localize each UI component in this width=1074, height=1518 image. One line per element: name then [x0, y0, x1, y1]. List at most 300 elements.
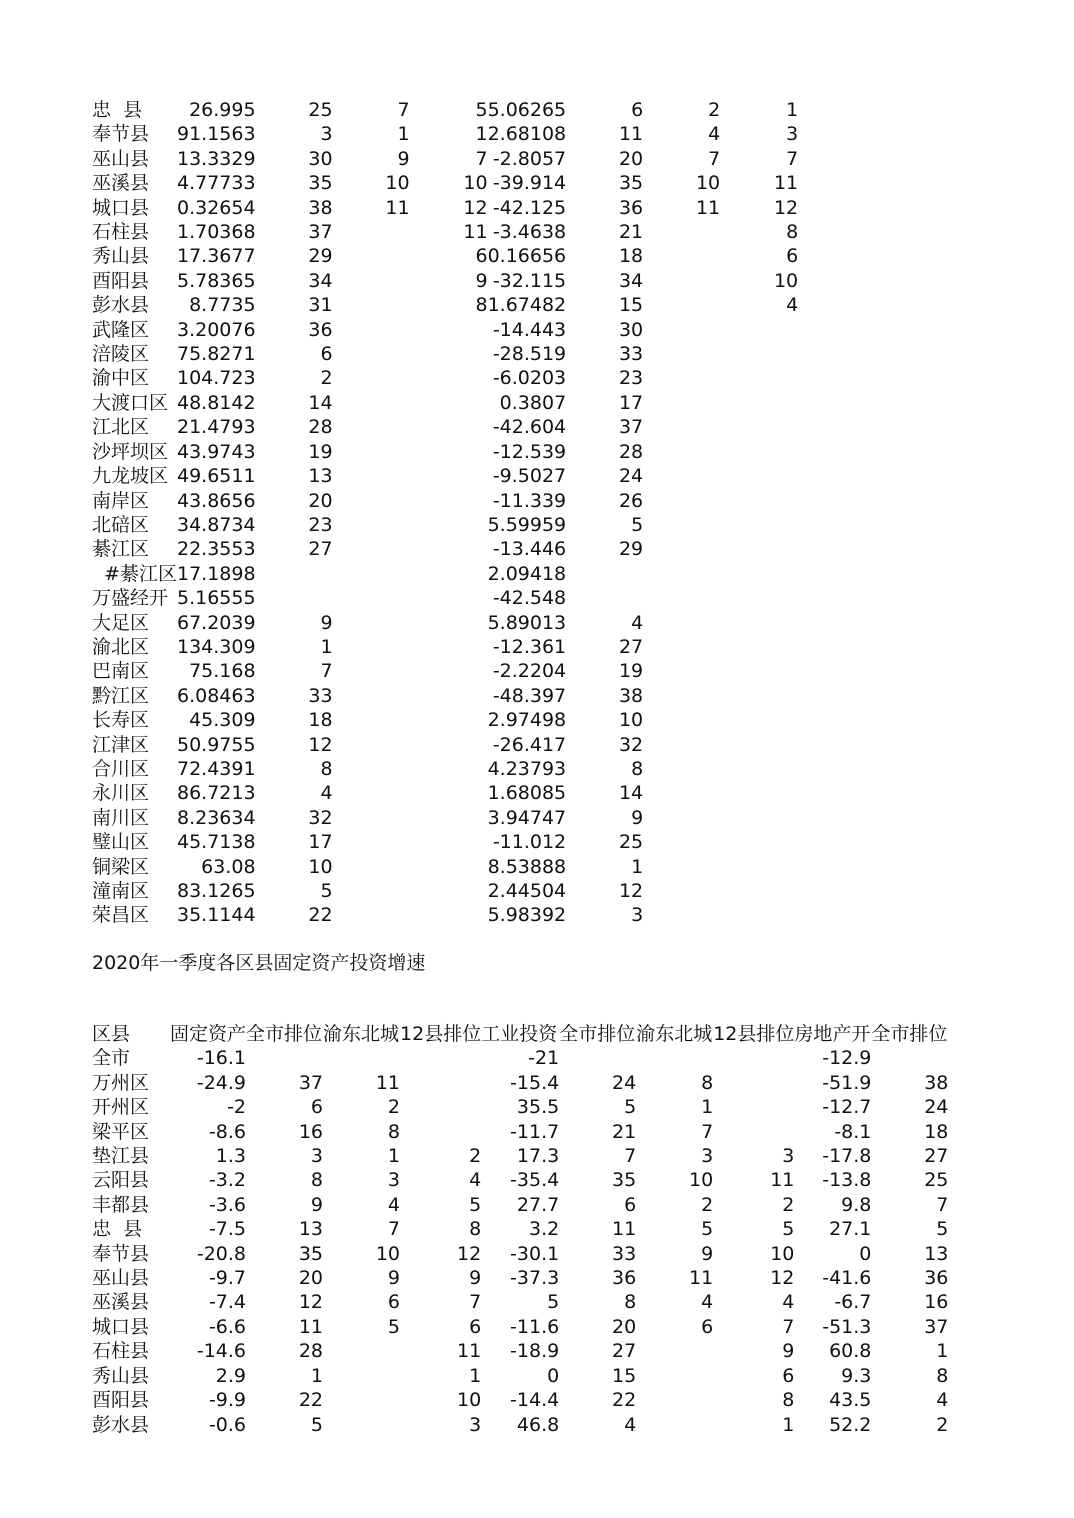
- value-cell: 12: [770, 1267, 795, 1290]
- value-cell: 38: [924, 1071, 949, 1094]
- value-cell: [333, 562, 410, 586]
- value-cell: 23: [618, 367, 644, 390]
- table-row: [92, 1413, 948, 1437]
- value-cell: 33: [618, 343, 644, 366]
- value-cell: [643, 318, 720, 342]
- district-name-cell: 酉阳县: [92, 1389, 150, 1412]
- value-cell: -41.6: [822, 1267, 872, 1290]
- table-row: [92, 342, 798, 366]
- value-cell: 17: [618, 391, 644, 414]
- value-cell: [643, 684, 720, 708]
- district-name-cell: 彭水县: [92, 1413, 150, 1436]
- value-cell: -18.9: [510, 1340, 560, 1363]
- value-cell: [333, 489, 410, 513]
- district-name-cell: 渝北区: [92, 635, 150, 658]
- value-cell: 2.68108: [487, 123, 567, 146]
- value-cell: 6: [310, 1096, 324, 1119]
- value-cell: [410, 781, 488, 805]
- value-cell: 5.78365: [177, 269, 256, 292]
- value-cell: 11: [457, 1340, 482, 1363]
- value-cell: 27: [618, 635, 644, 658]
- column-header: 区县: [92, 1023, 131, 1045]
- value-cell: 86.7213: [177, 782, 256, 805]
- value-cell: -13.8: [822, 1169, 872, 1192]
- value-cell: 2.09418: [487, 562, 567, 585]
- value-cell: [333, 855, 410, 879]
- value-cell: 1: [786, 99, 799, 121]
- table-row: [92, 1242, 948, 1266]
- value-cell: 2.44504: [487, 880, 567, 902]
- value-cell: [559, 1046, 636, 1070]
- value-cell: [323, 1046, 400, 1070]
- district-name-cell: 酉阳县: [92, 269, 150, 292]
- value-cell: 23: [308, 513, 333, 536]
- value-cell: 1.3: [215, 1145, 247, 1168]
- value-cell: 36: [308, 318, 333, 341]
- value-cell: [333, 537, 410, 561]
- value-cell: [643, 733, 720, 757]
- value-cell: 2: [320, 367, 333, 390]
- value-cell: 45.7138: [177, 831, 256, 854]
- value-cell: 18: [924, 1120, 949, 1143]
- district-name-cell: 铜梁区: [92, 855, 150, 878]
- value-cell: 3: [631, 904, 644, 927]
- value-cell: -6.7: [834, 1291, 872, 1314]
- value-cell: 8: [701, 1071, 714, 1094]
- value-cell: 3.94747: [487, 806, 567, 829]
- value-cell: 4: [631, 611, 644, 634]
- value-cell: 35: [618, 172, 644, 195]
- district-name-cell: 城口县: [92, 1315, 150, 1338]
- value-cell: [720, 391, 798, 415]
- value-cell: 3: [786, 123, 799, 146]
- value-cell: -12.9: [822, 1047, 872, 1070]
- value-cell: -13.446: [492, 538, 567, 561]
- value-cell: [410, 903, 488, 927]
- district-name-cell: 大渡口区: [92, 391, 169, 414]
- table-row: [92, 903, 798, 927]
- value-cell: [400, 1071, 481, 1095]
- district-name-cell: 奉节县: [92, 1242, 150, 1265]
- value-cell: [643, 269, 720, 293]
- value-cell: [333, 513, 410, 537]
- value-cell: 13: [924, 1242, 949, 1265]
- table-row: [92, 830, 798, 854]
- table-row: [92, 879, 798, 903]
- value-cell: 6: [624, 1193, 637, 1216]
- district-name-cell: 南岸区: [92, 489, 150, 512]
- value-cell: [643, 708, 720, 732]
- value-cell: 16: [924, 1291, 949, 1314]
- value-cell: 6.08463: [177, 684, 256, 707]
- district-name-cell: 黔江区: [92, 684, 150, 707]
- table-row: [92, 98, 798, 122]
- value-cell: [643, 781, 720, 805]
- value-cell: -11.339: [492, 489, 567, 512]
- value-cell: 27.1: [829, 1218, 872, 1241]
- value-cell: [720, 586, 798, 610]
- value-cell: [333, 781, 410, 805]
- value-cell: 28: [618, 440, 644, 463]
- table-row: [92, 171, 798, 195]
- value-cell: 6: [387, 1291, 401, 1314]
- value-cell: [643, 537, 720, 561]
- value-cell: 8: [782, 1389, 795, 1412]
- table-row: [92, 1046, 948, 1070]
- value-cell: 18: [308, 709, 333, 732]
- table-row: [92, 196, 798, 220]
- value-cell: -30.1: [510, 1242, 560, 1265]
- value-cell: [410, 537, 488, 561]
- value-cell: [410, 635, 488, 659]
- table-row: [92, 244, 798, 268]
- value-cell: 11: [773, 172, 799, 195]
- value-cell: 18: [618, 245, 644, 268]
- value-cell: [333, 220, 410, 244]
- value-cell: 46.8: [516, 1413, 560, 1436]
- value-cell: [333, 611, 410, 635]
- value-cell: 67.2039: [177, 611, 256, 634]
- value-cell: 8.7735: [189, 294, 256, 317]
- value-cell: 35.1144: [177, 904, 256, 927]
- value-cell: [720, 903, 798, 927]
- district-name-cell: 万盛经开: [92, 587, 169, 610]
- table-row: [92, 806, 798, 830]
- value-cell: [643, 489, 720, 513]
- value-cell: 5: [624, 1096, 637, 1119]
- value-cell: [720, 318, 798, 342]
- value-cell: [333, 586, 410, 610]
- district-name-cell: 大足区: [92, 611, 150, 634]
- district-name-cell: 武隆区: [92, 318, 150, 341]
- value-cell: -6.0203: [492, 367, 567, 390]
- value-cell: 12: [773, 196, 799, 219]
- table-row: [92, 513, 798, 537]
- value-cell: 8: [786, 221, 799, 244]
- value-cell: [720, 684, 798, 708]
- value-cell: 3: [320, 123, 333, 146]
- value-cell: [643, 415, 720, 439]
- value-cell: 2.9: [215, 1364, 247, 1387]
- value-cell: [333, 415, 410, 439]
- value-cell: 8: [320, 757, 333, 780]
- value-cell: -12.361: [492, 635, 567, 658]
- value-cell: [410, 342, 488, 366]
- value-cell: -6.6: [208, 1315, 247, 1338]
- value-cell: 5.89013: [487, 611, 567, 634]
- district-name-cell: 江津区: [92, 733, 150, 756]
- value-cell: 7: [397, 99, 410, 121]
- value-cell: -51.9: [822, 1071, 872, 1094]
- value-cell: [643, 342, 720, 366]
- value-cell: 4: [624, 1413, 637, 1436]
- district-name-cell: 永川区: [92, 782, 150, 805]
- value-cell: [333, 269, 410, 293]
- value-cell: [410, 611, 488, 635]
- value-cell: 24: [618, 465, 644, 488]
- value-cell: 2: [701, 1193, 714, 1216]
- district-name-cell: 綦江区: [92, 538, 150, 561]
- value-cell: 25: [924, 1169, 949, 1192]
- value-cell: -51.3: [822, 1315, 872, 1338]
- table-row: [92, 562, 798, 586]
- value-cell: 8: [387, 1120, 401, 1143]
- value-cell: [333, 440, 410, 464]
- value-cell: 33: [308, 684, 333, 707]
- district-name-cell: 忠 县: [92, 1218, 143, 1241]
- value-cell: [410, 830, 488, 854]
- value-cell: 22.3553: [177, 538, 256, 561]
- value-cell: 4: [469, 1169, 482, 1192]
- value-cell: [333, 293, 410, 317]
- value-cell: [400, 1046, 481, 1070]
- value-cell: [636, 1364, 713, 1388]
- value-cell: 10: [385, 172, 410, 195]
- value-cell: -26.417: [492, 733, 567, 756]
- value-cell: 13.3329: [177, 147, 256, 170]
- table-row: [92, 757, 798, 781]
- value-cell: 3: [469, 1413, 482, 1436]
- value-cell: -42.604: [492, 416, 567, 439]
- value-cell: 75.8271: [177, 343, 256, 366]
- district-name-cell: 巫山县: [92, 147, 150, 170]
- value-cell: 52.2: [829, 1413, 872, 1436]
- value-cell: 34: [308, 269, 333, 292]
- district-name-cell: 秀山县: [92, 245, 150, 268]
- value-cell: [636, 1339, 713, 1363]
- value-cell: 72.4391: [177, 757, 256, 780]
- value-cell: 12: [457, 1242, 482, 1265]
- value-cell: 11: [695, 196, 721, 219]
- district-name-cell: #綦江区: [92, 562, 177, 585]
- value-cell: [720, 366, 798, 390]
- value-cell: 7: [786, 147, 799, 170]
- value-cell: 83.1265: [177, 880, 256, 902]
- value-cell: 27: [308, 538, 333, 561]
- value-cell: 7: [387, 1218, 401, 1241]
- value-cell: 20: [612, 1315, 637, 1338]
- value-cell: [720, 537, 798, 561]
- table-row: [92, 147, 798, 171]
- value-cell: [333, 757, 410, 781]
- table-row: [92, 855, 798, 879]
- value-cell: [333, 635, 410, 659]
- table-row: [92, 611, 798, 635]
- value-cell: 38: [308, 196, 333, 219]
- value-cell: [720, 830, 798, 854]
- value-cell: -9.5027: [492, 465, 567, 488]
- value-cell: [871, 1046, 948, 1070]
- value-cell: [333, 244, 410, 268]
- district-name-cell: 北碚区: [92, 513, 150, 536]
- value-cell: 3: [387, 1169, 401, 1192]
- value-cell: [410, 757, 488, 781]
- value-cell: [256, 562, 333, 586]
- value-cell: [256, 586, 333, 610]
- column-header: 12县排位: [713, 1023, 795, 1045]
- value-cell: [643, 220, 720, 244]
- value-cell: 4.77733: [177, 172, 256, 195]
- value-cell: 22: [298, 1389, 324, 1412]
- table-row: [92, 1364, 948, 1388]
- table-row: [92, 318, 798, 342]
- value-cell: 5: [310, 1413, 324, 1436]
- value-cell: -35.4: [510, 1169, 560, 1192]
- value-cell: 4: [701, 1291, 714, 1314]
- value-cell: 35: [298, 1242, 324, 1265]
- district-data-table-top: [92, 98, 798, 928]
- value-cell: 48.8142: [177, 391, 256, 414]
- value-cell: 5: [701, 1218, 714, 1241]
- value-cell: 36: [618, 196, 644, 219]
- value-cell: 37: [298, 1071, 324, 1094]
- value-cell: -14.6: [196, 1340, 247, 1363]
- value-cell: [410, 684, 488, 708]
- value-cell: 9: [631, 806, 644, 829]
- value-cell: 60.8: [829, 1340, 872, 1363]
- table-row: [92, 537, 798, 561]
- district-name-cell: 沙坪坝区: [92, 440, 169, 463]
- table-row: [92, 1266, 948, 1290]
- value-cell: 9: [701, 1242, 714, 1265]
- value-cell: [333, 708, 410, 732]
- value-cell: -17.8: [822, 1145, 872, 1168]
- district-name-cell: 南川区: [92, 806, 150, 829]
- table-row: [92, 1168, 948, 1192]
- value-cell: 10: [308, 855, 333, 878]
- value-cell: -16.1: [196, 1047, 247, 1070]
- value-cell: 1: [310, 1364, 324, 1387]
- value-cell: 15: [612, 1364, 637, 1387]
- value-cell: 11: [689, 1267, 714, 1290]
- value-cell: 6: [631, 99, 644, 121]
- value-cell: 25: [308, 99, 333, 121]
- value-cell: 12: [463, 196, 488, 219]
- district-name-cell: 云阳县: [92, 1169, 150, 1192]
- value-cell: [720, 513, 798, 537]
- table-row: [92, 684, 798, 708]
- value-cell: 4: [708, 123, 721, 146]
- value-cell: [720, 415, 798, 439]
- value-cell: 11: [385, 196, 410, 219]
- value-cell: -39.914: [492, 172, 567, 195]
- district-name-cell: 涪陵区: [92, 343, 150, 366]
- value-cell: 6: [786, 245, 799, 268]
- value-cell: -8.1: [834, 1120, 872, 1143]
- value-cell: [333, 318, 410, 342]
- value-cell: 2: [936, 1413, 949, 1436]
- district-name-cell: 巫山县: [92, 1267, 150, 1290]
- value-cell: [643, 440, 720, 464]
- value-cell: 7: [624, 1145, 637, 1168]
- table-row: [92, 1388, 948, 1412]
- value-cell: 6: [469, 1315, 482, 1338]
- column-header: 固定资产: [170, 1023, 247, 1045]
- value-cell: -42.548: [492, 587, 567, 610]
- value-cell: [643, 513, 720, 537]
- value-cell: 5: [782, 1218, 795, 1241]
- column-header: 工业投资: [481, 1023, 558, 1045]
- table-row: [92, 733, 798, 757]
- value-cell: 3.20076: [177, 318, 256, 341]
- value-cell: 28: [298, 1340, 324, 1363]
- value-cell: [333, 684, 410, 708]
- value-cell: 4.23793: [487, 757, 567, 780]
- district-name-cell: 璧山区: [92, 831, 150, 854]
- value-cell: [333, 733, 410, 757]
- column-header: 全市排位: [871, 1023, 948, 1045]
- value-cell: 4: [936, 1389, 949, 1412]
- value-cell: [400, 1095, 481, 1119]
- table-row: [92, 1315, 948, 1339]
- value-cell: 19: [618, 660, 644, 683]
- column-header: 12县排位: [400, 1023, 482, 1045]
- value-cell: 29: [618, 538, 644, 561]
- value-cell: -0.6: [208, 1413, 247, 1436]
- value-cell: 10: [618, 709, 644, 732]
- value-cell: -3.4638: [492, 221, 567, 244]
- value-cell: [566, 562, 643, 586]
- value-cell: 5.59959: [487, 513, 567, 536]
- table-row: [92, 122, 798, 146]
- value-cell: 14: [618, 782, 644, 805]
- value-cell: 8.23634: [177, 806, 256, 829]
- value-cell: 24: [924, 1096, 949, 1119]
- column-header: 全市排位: [246, 1023, 323, 1045]
- district-name-cell: 垫江县: [92, 1145, 150, 1168]
- value-cell: -2.2204: [492, 660, 567, 683]
- value-cell: 0: [859, 1242, 872, 1265]
- value-cell: 63.08: [201, 855, 256, 878]
- value-cell: 7: [320, 660, 333, 683]
- value-cell: [643, 464, 720, 488]
- value-cell: 7: [708, 147, 721, 170]
- value-cell: 7: [782, 1315, 795, 1338]
- value-cell: 8.53888: [487, 855, 567, 878]
- value-cell: -8.6: [208, 1120, 247, 1143]
- value-cell: 1: [782, 1413, 795, 1436]
- table-row: [92, 366, 798, 390]
- table-row: [92, 1217, 948, 1241]
- value-cell: 11: [375, 1071, 401, 1094]
- table-row: [92, 708, 798, 732]
- value-cell: -2.8057: [492, 147, 567, 170]
- value-cell: [410, 391, 488, 415]
- value-cell: 0.16656: [487, 245, 567, 268]
- value-cell: 9.8: [841, 1193, 872, 1216]
- district-name-cell: 石柱县: [92, 1340, 150, 1363]
- value-cell: 33: [612, 1242, 637, 1265]
- value-cell: 4: [782, 1291, 795, 1314]
- value-cell: 2: [708, 99, 721, 121]
- district-name-cell: 秀山县: [92, 1364, 150, 1387]
- value-cell: 9.3: [841, 1364, 872, 1387]
- value-cell: 5: [469, 1193, 482, 1216]
- value-cell: 1: [701, 1096, 714, 1119]
- value-cell: 34.8734: [177, 513, 256, 536]
- value-cell: [720, 659, 798, 683]
- value-cell: 31: [308, 294, 333, 317]
- value-cell: -2: [227, 1096, 247, 1119]
- value-cell: 0.32654: [177, 196, 256, 219]
- value-cell: [333, 464, 410, 488]
- value-cell: [643, 830, 720, 854]
- value-cell: 4: [320, 782, 333, 805]
- district-name-cell: 梁平区: [92, 1120, 150, 1143]
- table-row: [92, 659, 798, 683]
- value-cell: 6: [475, 245, 488, 268]
- table-row: [92, 1339, 948, 1363]
